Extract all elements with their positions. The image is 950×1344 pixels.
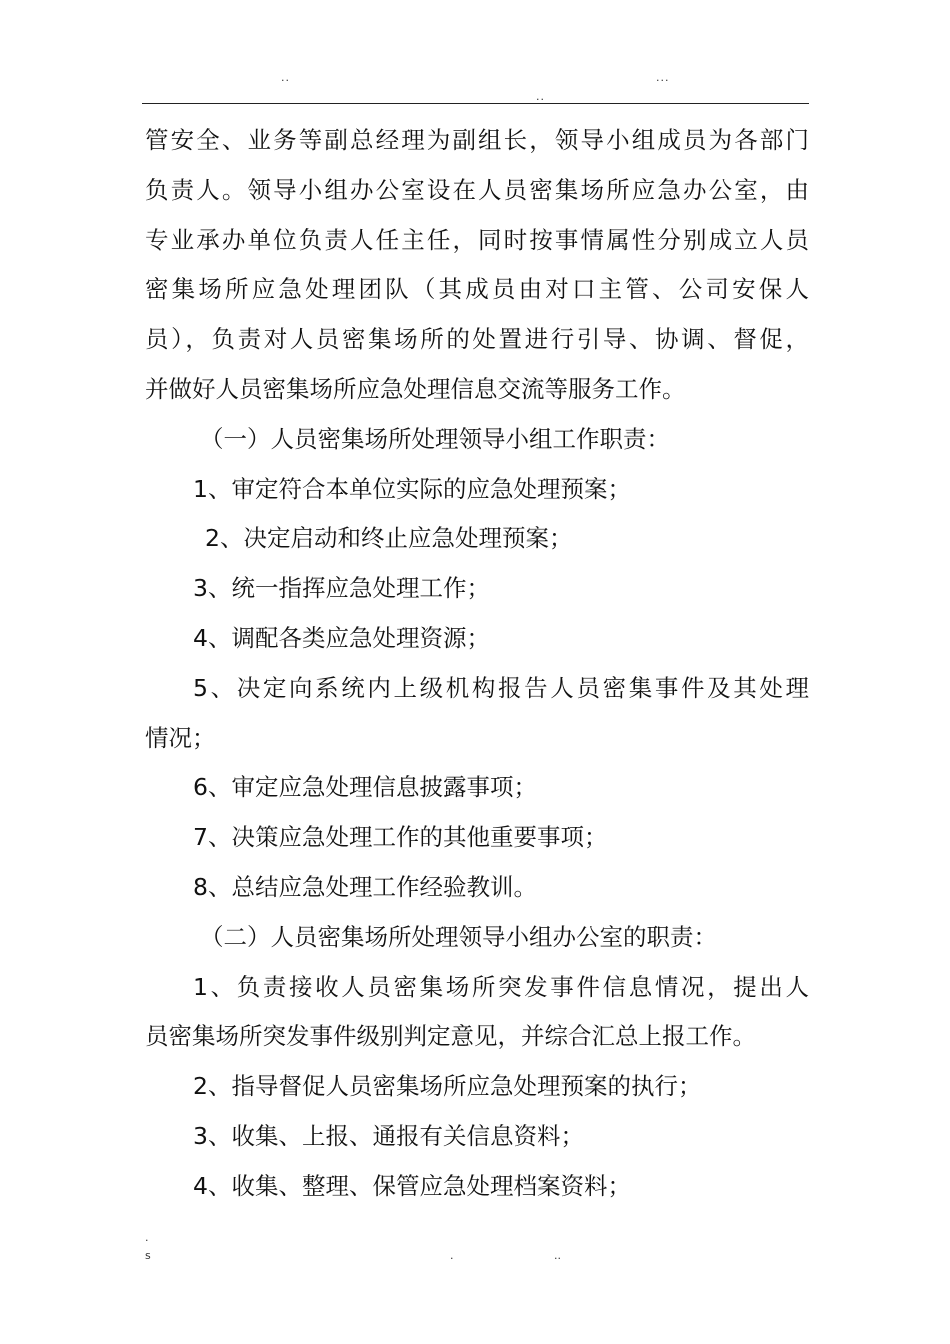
document-body [145,116,809,1212]
header-center-mark: .. [536,90,545,103]
intro-line: 专业承办单位负责人任主任，同时按事情属性分别成立人员 [145,225,809,254]
section1-item: 8、总结应急处理工作经验教训。 [193,872,537,901]
section1-item: 3、统一指挥应急处理工作； [193,574,490,603]
intro-line: 管安全、业务等副总经理为副组长，领导小组成员为各部门 [145,126,809,154]
section1-item-continuation: 情况； [145,723,216,752]
section2-heading: （二）人员密集场所处理领导小组办公室的职责： [200,922,717,951]
section2-item-continuation: 员密集场所突发事件级别判定意见，并综合汇总上报工作。 [145,1022,756,1051]
header-mark-right: ... [656,71,670,84]
section1-item: 6、审定应急处理信息披露事项； [193,773,537,802]
intro-line: 密集场所应急处理团队（其成员由对口主管、公司安保人 [145,275,809,304]
intro-line: 并做好人员密集场所应急处理信息交流等服务工作。 [145,374,686,403]
section1-item: 7、决策应急处理工作的其他重要事项； [193,823,608,852]
footer-mark-right: .. [554,1249,561,1262]
section1-item: 4、调配各类应急处理资源； [193,623,490,652]
footer-mark-center: . [450,1249,454,1262]
header-rule [142,103,809,104]
intro-line: 员），负责对人员密集场所的处置进行引导、协调、督促， [145,325,809,354]
footer-mark-left: s [145,1249,151,1262]
section2-item: 4、收集、整理、保管应急处理档案资料； [193,1171,631,1200]
section2-item: 2、指导督促人员密集场所应急处理预案的执行； [193,1072,702,1101]
section1-item: 5、决定向系统内上级机构报告人员密集事件及其处理 [193,673,809,702]
section1-heading: （一）人员密集场所处理领导小组工作职责： [200,424,670,453]
section1-item: 2、决定启动和终止应急处理预案； [205,524,573,553]
section1-item: 1、审定符合本单位实际的应急处理预案； [193,474,631,503]
footer-mark-left-top: . [145,1231,149,1244]
intro-line: 负责人。领导小组办公室设在人员密集场所应急办公室，由 [145,175,809,204]
header-mark-left: .. [281,71,290,84]
section2-item: 3、收集、上报、通报有关信息资料； [193,1121,584,1150]
section2-item: 1、负责接收人员密集场所突发事件信息情况，提出人 [193,972,809,1001]
